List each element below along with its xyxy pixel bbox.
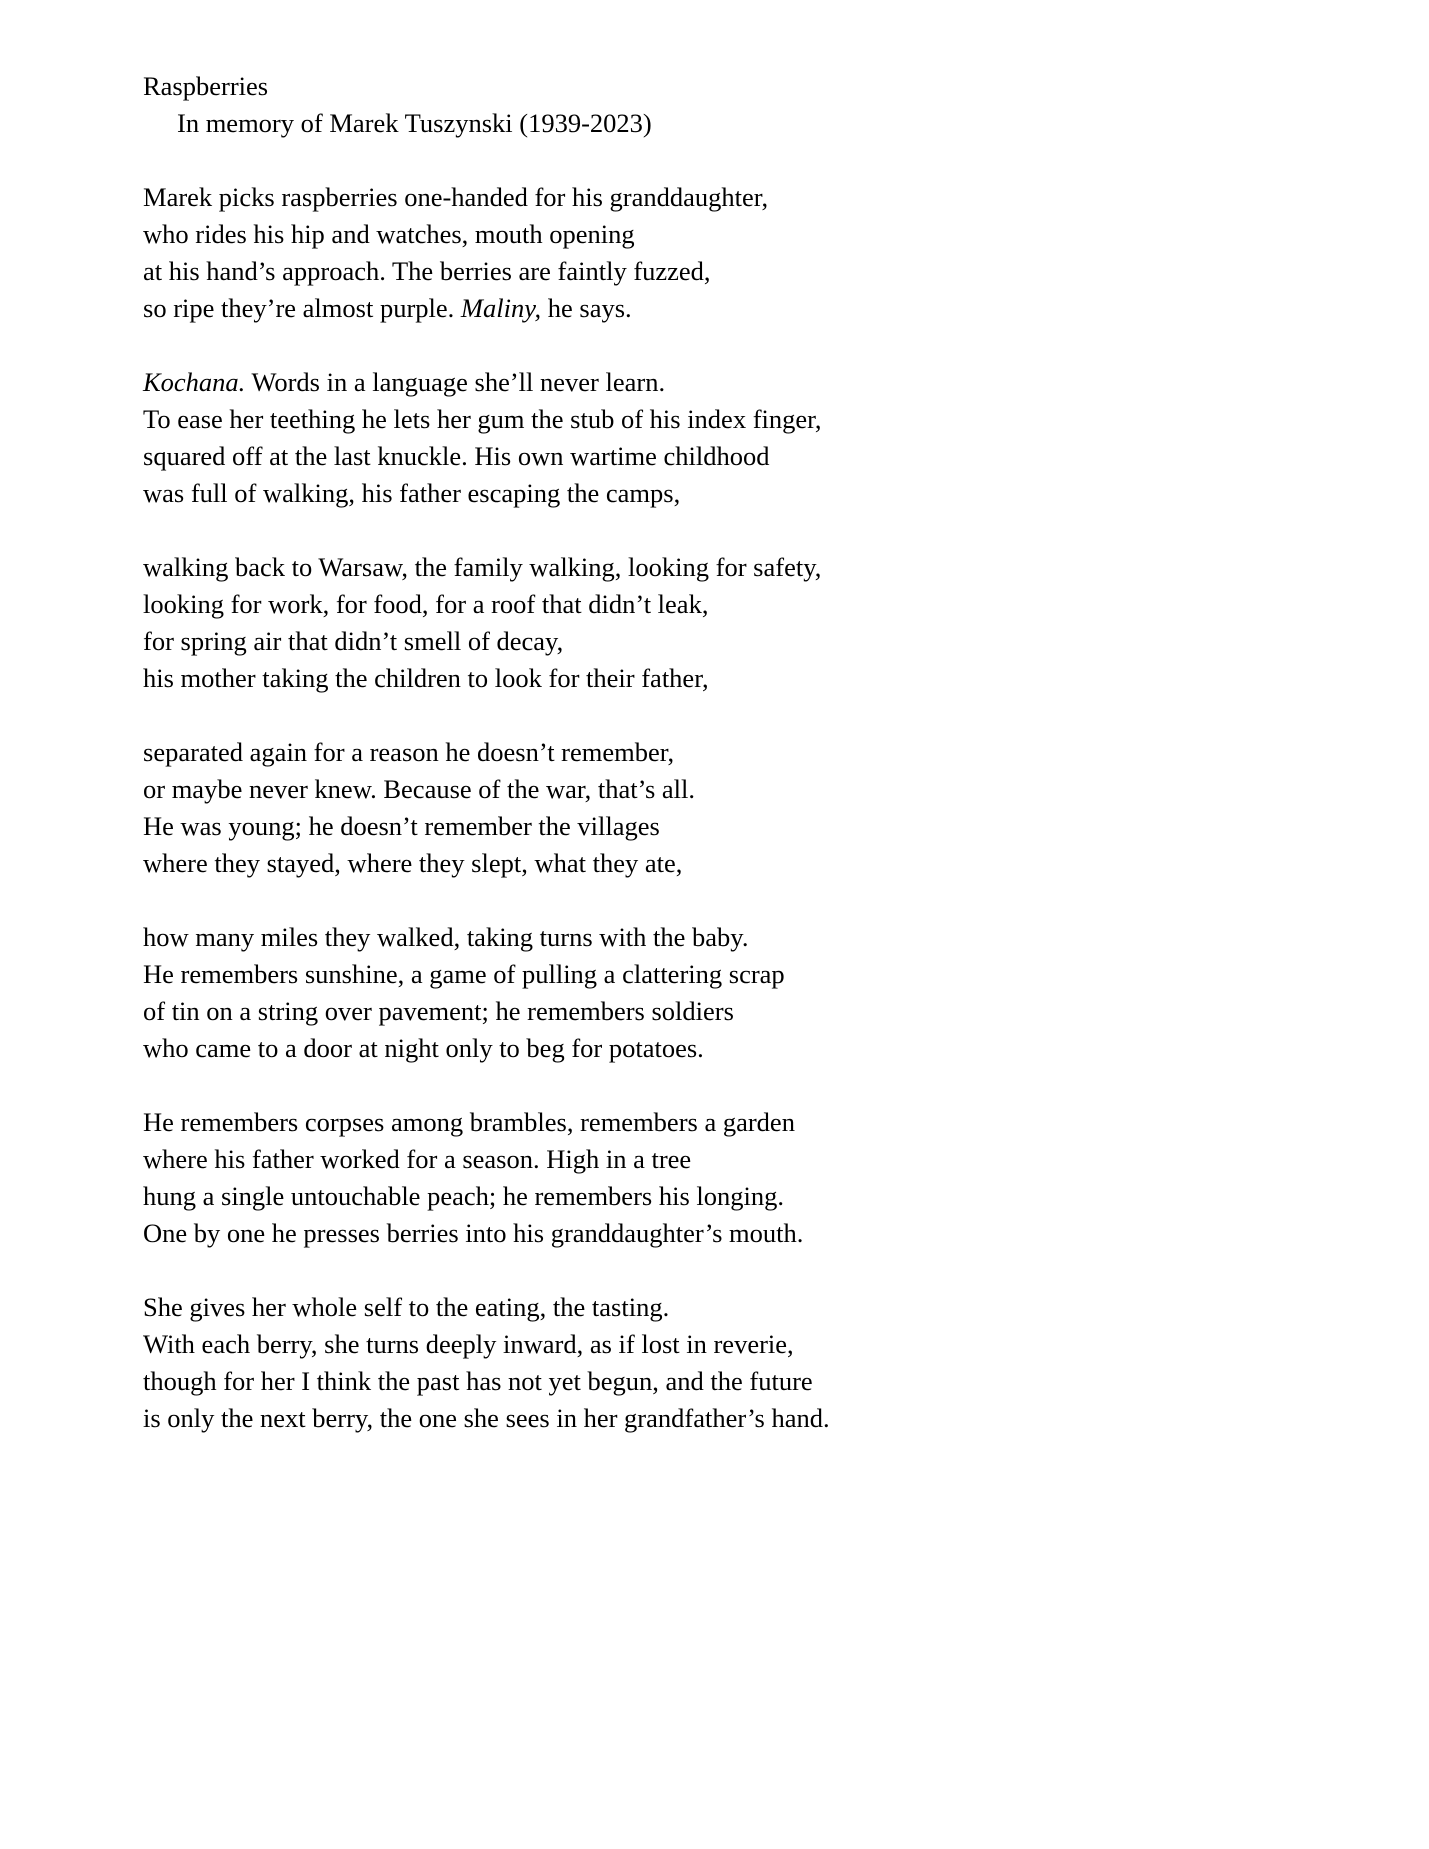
poem-line <box>143 290 1143 327</box>
stanza-container <box>143 179 1143 1437</box>
line-text: was full of walking, his father escaping the camps, <box>143 478 681 508</box>
poem-line <box>143 1141 1143 1178</box>
poem-line <box>143 1104 1143 1141</box>
poem-line <box>143 993 1143 1030</box>
poem-line <box>143 1363 1143 1400</box>
poem-line <box>143 179 1143 216</box>
line-text: where his father worked for a season. High in a tree <box>143 1144 692 1174</box>
poem-line <box>143 919 1143 956</box>
line-text: He was young; he doesn’t remember the villages <box>143 811 660 841</box>
poem-stanza <box>143 1289 1143 1437</box>
poem-dedication: In memory of Marek Tuszynski (1939-2023) <box>177 108 652 138</box>
line-text: at his hand’s approach. The berries are faintly fuzzed, <box>143 256 711 286</box>
poem-line <box>143 845 1143 882</box>
line-text: or maybe never knew. Because of the war, that’s all. <box>143 774 696 804</box>
line-text: though for her I think the past has not yet begun, and the future <box>143 1366 813 1396</box>
poem-line <box>143 771 1143 808</box>
poem-stanza <box>143 1104 1143 1252</box>
poem-line <box>143 216 1143 253</box>
line-text: how many miles they walked, taking turns with the baby. <box>143 922 749 952</box>
poem-line <box>143 1400 1143 1437</box>
line-text: who came to a door at night only to beg for potatoes. <box>143 1033 704 1063</box>
poem-stanza <box>143 734 1143 882</box>
line-text: He remembers sunshine, a game of pulling a clattering scrap <box>143 959 785 989</box>
poem-stanza <box>143 919 1143 1067</box>
poem-line <box>143 734 1143 771</box>
line-text: One by one he presses berries into his granddaughter’s mouth. <box>143 1218 804 1248</box>
line-text: so ripe they’re almost purple. <box>143 293 461 323</box>
line-text: he says. <box>541 293 632 323</box>
line-text: where they stayed, where they slept, what they ate, <box>143 848 683 878</box>
line-text: separated again for a reason he doesn’t remember, <box>143 737 675 767</box>
poem-line <box>143 808 1143 845</box>
line-italic-phrase: Maliny, <box>460 293 542 323</box>
poem-header <box>143 68 1143 142</box>
line-text: looking for work, for food, for a roof that didn’t leak, <box>143 589 709 619</box>
line-text: walking back to Warsaw, the family walking, looking for safety, <box>143 552 822 582</box>
poem-body <box>143 68 1143 1437</box>
poem-line <box>143 586 1143 623</box>
poem-stanza <box>143 179 1143 327</box>
line-text: who rides his hip and watches, mouth opening <box>143 219 635 249</box>
line-text: is only the next berry, the one she sees in her grandfather’s hand. <box>143 1403 830 1433</box>
page-title: Raspberries <box>143 71 269 101</box>
line-text: of tin on a string over pavement; he remembers soldiers <box>143 996 734 1026</box>
poem-line <box>143 1289 1143 1326</box>
line-text: his mother taking the children to look for their father, <box>143 663 709 693</box>
poem-stanza <box>143 549 1143 697</box>
poem-line <box>143 438 1143 475</box>
poem-line <box>143 956 1143 993</box>
poem-line <box>143 364 1143 401</box>
poem-line <box>143 1326 1143 1363</box>
poem-line <box>143 401 1143 438</box>
line-text: hung a single untouchable peach; he remembers his longing. <box>143 1181 784 1211</box>
poem-line <box>143 660 1143 697</box>
poem-line <box>143 253 1143 290</box>
poem-stanza <box>143 364 1143 512</box>
line-text: Marek picks raspberries one-handed for his granddaughter, <box>143 182 769 212</box>
poem-line <box>143 549 1143 586</box>
line-text: for spring air that didn’t smell of decay, <box>143 626 564 656</box>
line-text: To ease her teething he lets her gum the stub of his index finger, <box>143 404 822 434</box>
poem-line <box>143 1178 1143 1215</box>
poem-line <box>143 1030 1143 1067</box>
line-text: With each berry, she turns deeply inward, as if lost in reverie, <box>143 1329 794 1359</box>
poem-line <box>143 623 1143 660</box>
line-text: He remembers corpses among brambles, remembers a garden <box>143 1107 795 1137</box>
poem-line <box>143 475 1143 512</box>
line-text: squared off at the last knuckle. His own wartime childhood <box>143 441 770 471</box>
line-text: She gives her whole self to the eating, the tasting. <box>143 1292 670 1322</box>
line-italic-phrase: Kochana. <box>143 367 246 397</box>
poem-line <box>143 1215 1143 1252</box>
line-text: Words in a language she’ll never learn. <box>245 367 666 397</box>
